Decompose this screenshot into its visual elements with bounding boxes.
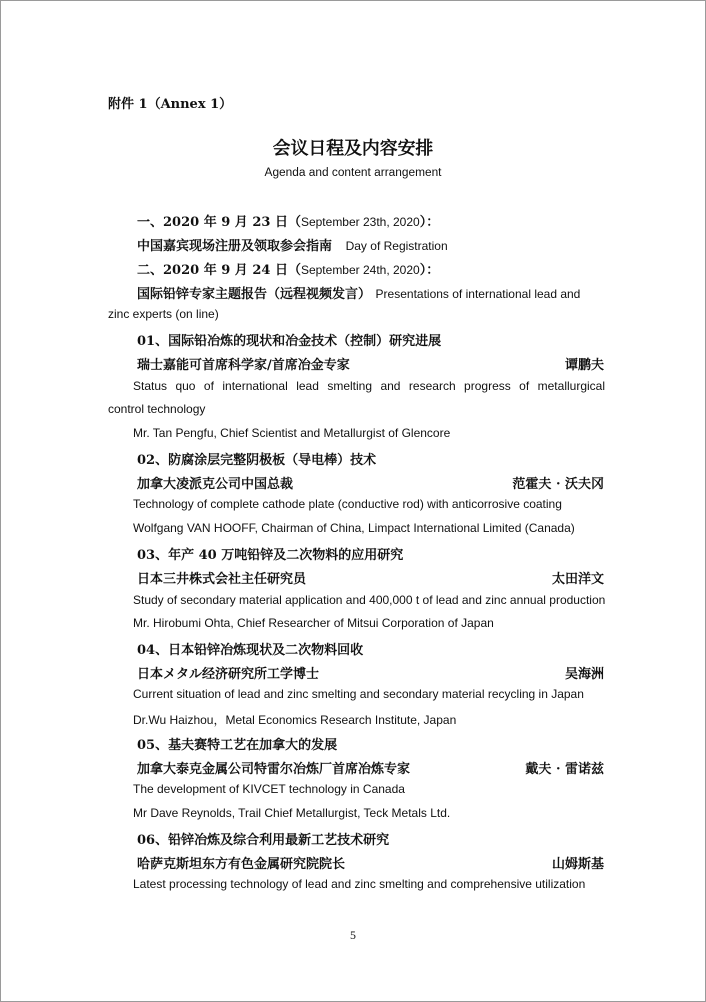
talk-title-cn: 03、年产 40 万吨铅锌及二次物料的应用研究 bbox=[137, 548, 404, 563]
page-title: 会议日程及内容安排 bbox=[272, 138, 434, 159]
day2-session: 国际铅锌专家主题报告（远程视频发言） Presentations of international lead and bbox=[137, 287, 581, 302]
talk-title-cn: 04、日本铅锌冶炼现状及二次物料回收 bbox=[137, 643, 364, 658]
page-subtitle: Agenda and content arrangement bbox=[264, 165, 442, 179]
talk-title-cn: 06、铅锌冶炼及综合利用最新工艺技术研究 bbox=[137, 833, 390, 848]
talk-title-en: Technology of complete cathode plate (conductive rod) with anticorrosive coating bbox=[133, 497, 562, 511]
talk-title-cn: 05、基夫赛特工艺在加拿大的发展 bbox=[137, 738, 338, 753]
talk-title-en: The development of KIVCET technology in Canada bbox=[133, 782, 405, 796]
talk-speaker-en: Mr Dave Reynolds, Trail Chief Metallurgist, Teck Metals Ltd. bbox=[133, 806, 451, 820]
day2-session-cont: zinc experts (on line) bbox=[108, 307, 219, 321]
talk-speaker-cn: 日本三井株式会社主任研究员 太田洋文 bbox=[137, 572, 604, 587]
talk-speaker-cn: 加拿大凌派克公司中国总裁 范霍夫 · 沃夫冈 bbox=[137, 477, 604, 492]
talk-title-cn: 02、防腐涂层完整阴极板（导电棒）技术 bbox=[137, 453, 377, 468]
talk-title-cn: 01、国际铅冶炼的现状和冶金技术（控制）研究进展 bbox=[137, 334, 442, 349]
day1-heading: 一、2020 年 9 月 23 日（September 23th, 2020）： bbox=[137, 215, 440, 230]
talk-speaker-cn: 日本メタル经济研究所工学博士 吴海洲 bbox=[137, 667, 604, 682]
talk-speaker-cn: 瑞士嘉能可首席科学家/首席冶金专家 谭鹏夫 bbox=[137, 358, 604, 373]
day1-registration: 中国嘉宾现场注册及领取参会指南 Day of Registration bbox=[137, 239, 448, 254]
talk-speaker-en: Mr. Tan Pengfu, Chief Scientist and Metallurgist of Glencore bbox=[133, 426, 451, 440]
talk-title-en-cont: control technology bbox=[108, 402, 206, 416]
talk-speaker-en: Mr. Hirobumi Ohta, Chief Researcher of Mitsui Corporation of Japan bbox=[133, 616, 494, 630]
talk-title-en: Current situation of lead and zinc smelting and secondary material recycling in Japan bbox=[133, 687, 584, 701]
talk-speaker-en: Wolfgang VAN HOOFF, Chairman of China, Limpact International Limited (Canada) bbox=[133, 521, 575, 535]
talk-title-en: Latest processing technology of lead and zinc smelting and comprehensive utilization bbox=[133, 877, 586, 891]
day2-heading: 二、2020 年 9 月 24 日（September 24th, 2020）： bbox=[137, 263, 440, 278]
talk-title-en: Study of secondary material application and 400,000 t of lead and zinc annual production bbox=[133, 593, 606, 607]
page-number: 5 bbox=[350, 928, 356, 942]
talk-title-en: Status quo of international lead smelting and research progress of metallurgical bbox=[133, 379, 605, 393]
talk-speaker-en: Dr.Wu Haizhou，Metal Economics Research Institute, Japan bbox=[133, 713, 457, 727]
talk-speaker-cn: 哈萨克斯坦东方有色金属研究院院长 山姆斯基 bbox=[137, 857, 604, 872]
talk-speaker-cn: 加拿大泰克金属公司特雷尔冶炼厂首席冶炼专家 戴夫 · 雷诺兹 bbox=[137, 762, 604, 777]
annex-label: 附件 1（Annex 1） bbox=[108, 97, 233, 112]
